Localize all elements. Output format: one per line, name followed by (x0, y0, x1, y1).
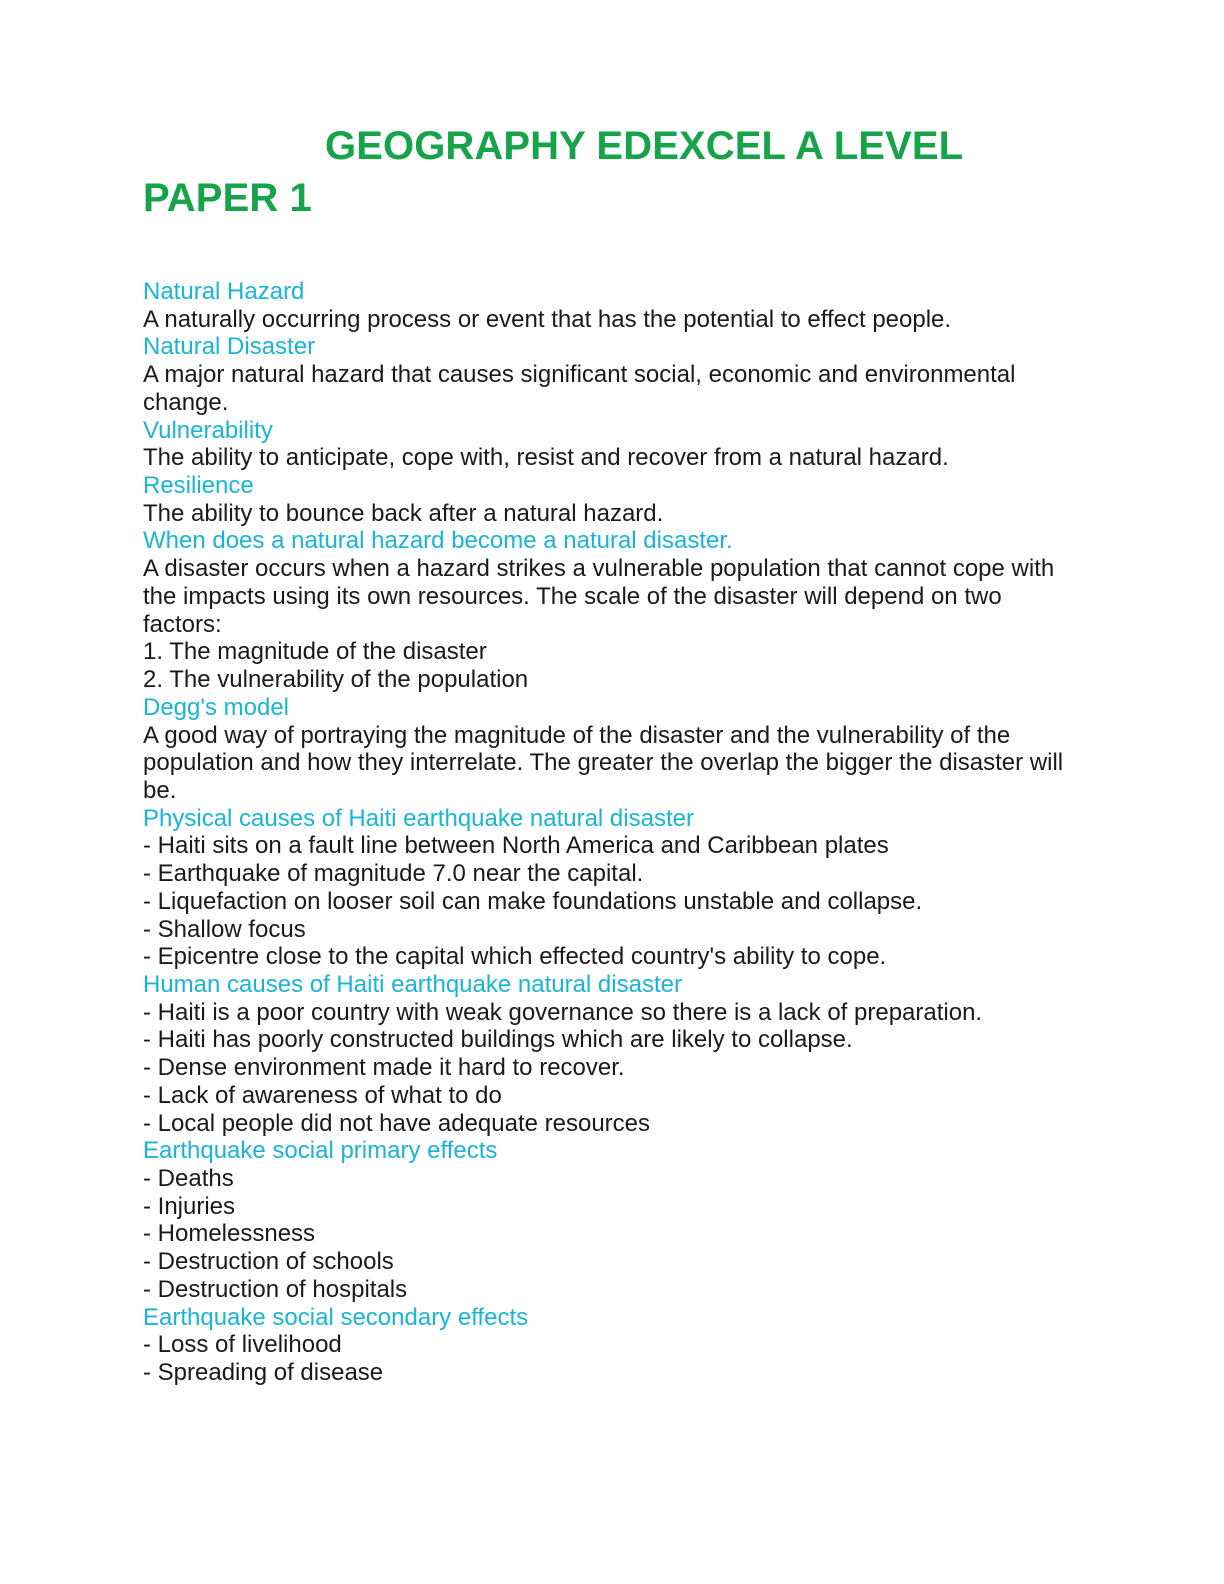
list-item: - Destruction of hospitals (143, 1275, 408, 1303)
list-item: - Homelessness (143, 1220, 316, 1248)
list-item: - Liquefaction on looser soil can make foundations unstable and collapse. (143, 887, 923, 915)
list-item: - Loss of livelihood (143, 1331, 342, 1359)
list-item: - Lack of awareness of what to do (143, 1081, 502, 1109)
section-heading: Degg's model (143, 693, 289, 721)
section-heading: Vulnerability (143, 416, 273, 444)
section-heading: When does a natural hazard become a natural disaster. (143, 527, 733, 555)
paragraph: A disaster occurs when a hazard strikes a vulnerable population that cannot cope with the impacts using its own resources. The scale of the disaster will depend on two factors: (143, 555, 1055, 638)
section-heading: Natural Disaster (143, 333, 316, 361)
section-heading: Resilience (143, 472, 254, 500)
section-heading: Physical causes of Haiti earthquake natural disaster (143, 804, 694, 832)
document-body (143, 278, 1064, 1387)
list-item: - Injuries (143, 1192, 236, 1220)
list-item: - Destruction of schools (143, 1248, 394, 1276)
section-heading: Human causes of Haiti earthquake natural disaster (143, 970, 682, 998)
paragraph: 1. The magnitude of the disaster (143, 638, 487, 666)
page-title: GEOGRAPHY EDEXCEL A LEVEL PAPER 1 (143, 124, 963, 220)
paragraph: A naturally occurring process or event that has the potential to effect people. (143, 305, 952, 333)
list-item: - Haiti has poorly constructed buildings which are likely to collapse. (143, 1026, 853, 1054)
paragraph: The ability to bounce back after a natural hazard. (143, 499, 664, 527)
list-item: - Deaths (143, 1165, 234, 1192)
list-item: - Haiti sits on a fault line between North America and Caribbean plates (143, 832, 889, 860)
paragraph: 2. The vulnerability of the population (143, 666, 529, 694)
list-item: - Shallow focus (143, 915, 306, 943)
list-item: - Haiti is a poor country with weak governance so there is a lack of preparation. (143, 998, 983, 1026)
section-heading: Earthquake social primary effects (143, 1137, 498, 1165)
list-item: - Dense environment made it hard to recover. (143, 1054, 625, 1082)
section-heading: Natural Hazard (143, 278, 305, 305)
list-item: - Local people did not have adequate resources (143, 1109, 651, 1137)
list-item: - Epicentre close to the capital which effected country's ability to cope. (143, 943, 887, 971)
paragraph: The ability to anticipate, cope with, resist and recover from a natural hazard. (143, 444, 949, 472)
section-heading: Earthquake social secondary effects (143, 1303, 529, 1331)
list-item: - Earthquake of magnitude 7.0 near the capital. (143, 860, 644, 888)
list-item: - Spreading of disease (143, 1359, 384, 1387)
paragraph: A major natural hazard that causes significant social, economic and environmental change. (143, 361, 1016, 416)
paragraph: A good way of portraying the magnitude of the disaster and the vulnerability of the population and how they interrelate. The greater the overlap the bigger the disaster will be. (143, 721, 1064, 804)
